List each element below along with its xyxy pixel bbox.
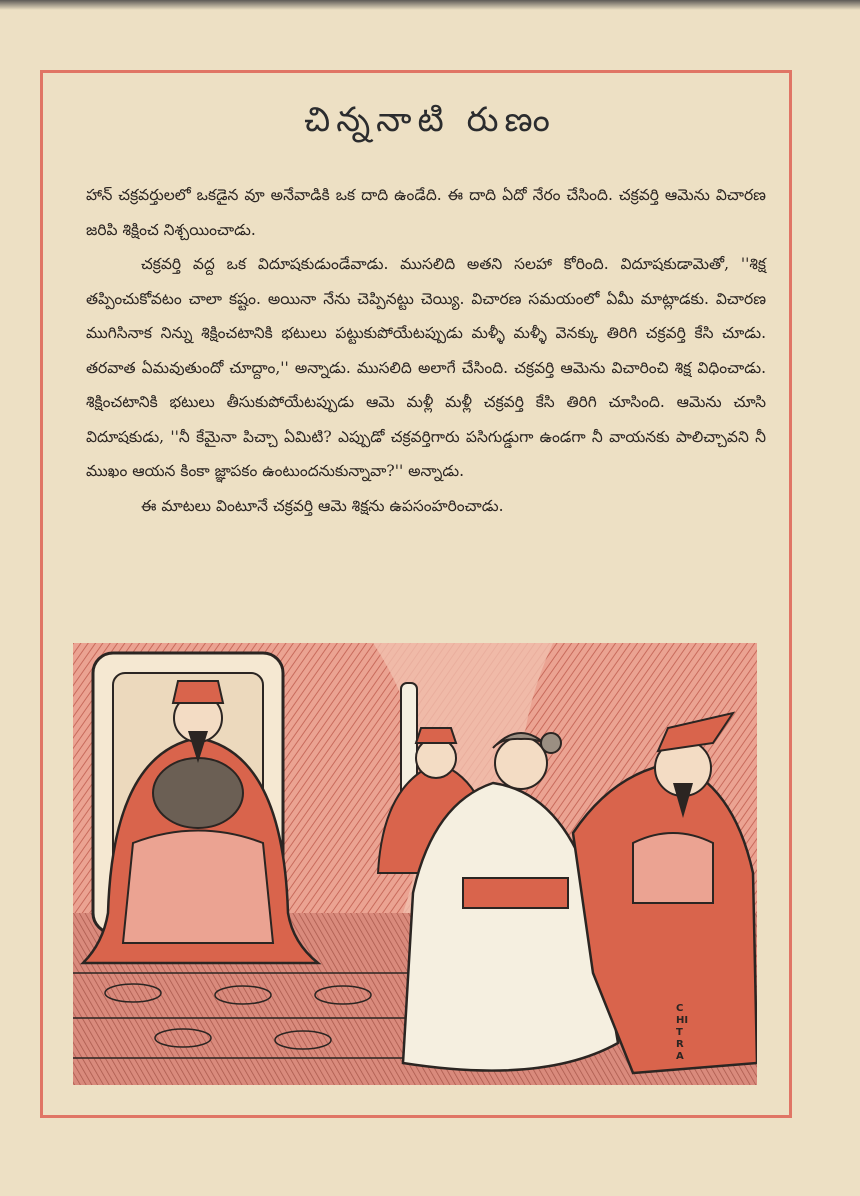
page-top-edge — [0, 0, 860, 10]
court-illustration — [73, 643, 757, 1085]
artist-signature: CHITRA — [676, 1003, 689, 1062]
story-title: చిన్ననాటి రుణం — [304, 100, 556, 140]
paragraph-2: చక్రవర్తి వద్ద ఒక విదూషకుడుండేవాడు. ముసలిది అతని సలహా కోరింది. విదూషకుడామెతో, ''శిక్ష తప్పించుకోవటం చాలా కష్టం. అయినా నేను చెప్పినట్టు చెయ్యి. విచారణ సమయంలో ఏమీ మాట్లాడకు. విచారణ ముగిసినాక నిన్ను శిక్షించటానికి భటులు పట్టుకుపోయేటప్పుడు మళ్ళీ మళ్ళీ వెనక్కు తిరిగి చక్రవర్తి కేసి చూడు. తరవాత ఏమవుతుందో చూద్దాం,'' అన్నాడు. ముసలిది అలాగే చేసింది. చక్రవర్తి ఆమెను విచారించి శిక్ష విధించాడు. శిక్షించటానికి భటులు తీసుకుపోయేటప్పుడు ఆమె మళ్లీ మళ్లీ చక్రవర్తి కేసి తిరిగి చూసింది. ఆమెను చూసి విదూషకుడు, ''నీ కేమైనా పిచ్చా ఏమిటి? ఎప్పుడో చక్రవర్తిగారు పసిగుడ్డుగా ఉండగా నీ వాయనకు పాలిచ్చావని నీ ముఖం ఆయన కింకా జ్ఞాపకం ఉంటుందనుకున్నావా?'' అన్నాడు. — [86, 255, 766, 480]
paragraph-1: హాన్ చక్రవర్తులలో ఒకడైన వూ అనేవాడికి ఒక దాది ఉండేది. ఈ దాది ఏదో నేరం చేసింది. చక్రవర్తి ఆమెను విచారణ జరిపి శిక్షించ నిశ్చయించాడు. — [86, 186, 766, 239]
story-body — [86, 178, 766, 523]
paragraph-3: ఈ మాటలు వింటూనే చక్రవర్తి ఆమె శిక్షను ఉపసంహరించాడు. — [141, 496, 504, 515]
